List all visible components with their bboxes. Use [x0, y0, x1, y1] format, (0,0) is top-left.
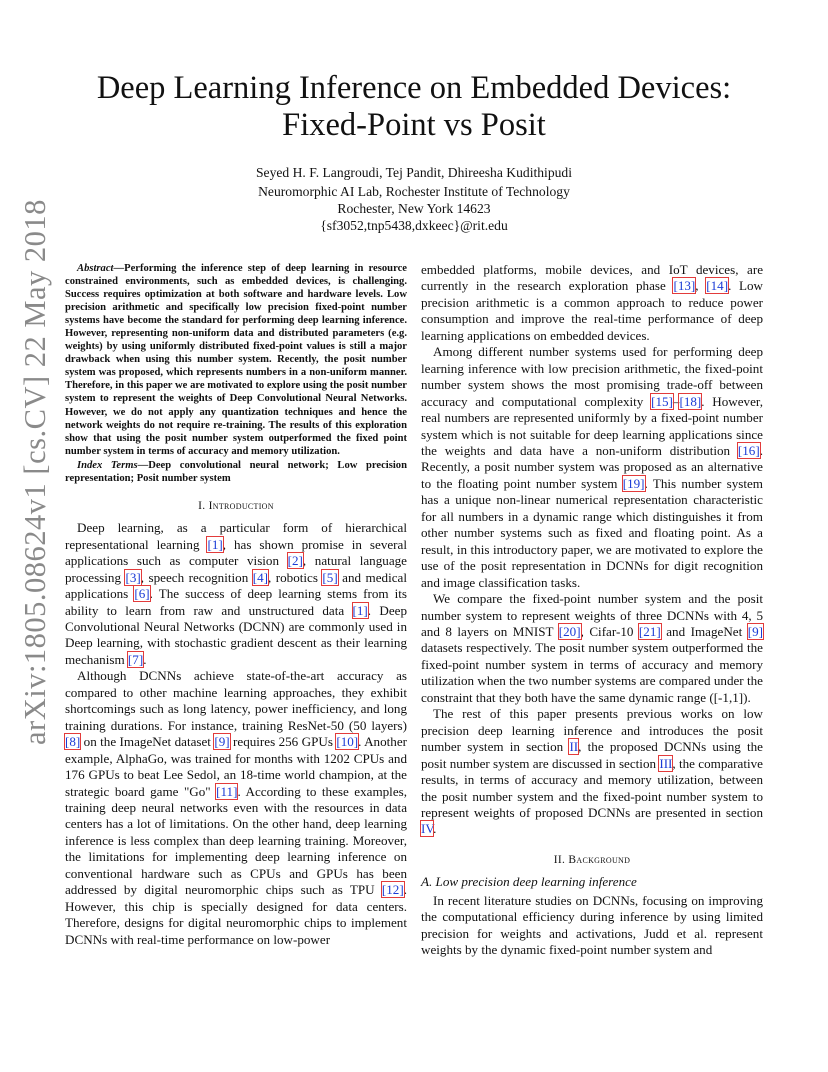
text: Among different number systems used for performing deep learning inference with low precision arithmetic, the fixed-point number system shows the most promising trade-off between accuracy and computational complexity: [421, 344, 763, 409]
intro-paragraph-5: [421, 591, 763, 706]
citation-link[interactable]: [10]: [336, 734, 359, 750]
citation-link[interactable]: [6]: [134, 586, 150, 602]
subsection-heading: A. Low precision deep learning inference: [421, 874, 637, 890]
citation-link[interactable]: [3]: [125, 569, 141, 585]
citation-link[interactable]: [2]: [287, 553, 303, 569]
citation-link[interactable]: [13]: [673, 278, 696, 294]
left-column: [65, 262, 407, 948]
citation-link[interactable]: [12]: [381, 882, 404, 898]
text: .: [433, 821, 437, 837]
text: .: [143, 651, 147, 667]
text: embedded platforms, mobile devices, and IoT devices, are currently in the research exploration phase: [421, 262, 763, 294]
citation-link[interactable]: [14]: [706, 278, 729, 294]
text: on the ImageNet dataset: [80, 734, 215, 750]
citation-link[interactable]: [19]: [622, 475, 645, 491]
text: . Recently, a posit number system was proposed as an alternative to the floating point number system: [421, 442, 763, 491]
citation-link[interactable]: [21]: [638, 623, 661, 639]
arxiv-identifier: arXiv:1805.08624v1 [cs.CV] 22 May 2018: [18, 199, 52, 745]
text: , the comparative results, in terms of accuracy and memory utilization, between the posit number system and the fixed-point number system to represent weights of proposed DCNNs are presented in section: [421, 755, 763, 820]
intro-paragraph-4: [421, 344, 763, 591]
citation-link[interactable]: [9]: [214, 734, 230, 750]
text: –: [672, 393, 680, 409]
citation-link[interactable]: [7]: [127, 651, 144, 667]
text: , Cifar-10: [580, 623, 639, 639]
right-column: [421, 262, 763, 959]
intro-paragraph-3: [421, 262, 763, 344]
author-address: Rochester, New York 14623: [337, 201, 491, 216]
text: , speech recognition: [140, 569, 253, 585]
citation-link[interactable]: [15]: [651, 393, 673, 409]
text: Deep learning, as a particular form of hierarchical representational learning: [65, 520, 407, 552]
text: We compare the fixed-point number system and the posit number system to represent weights of three DCNNs with 4, 5 and 8 layers on MNIST: [421, 591, 763, 639]
intro-paragraph-6: [421, 706, 763, 838]
index-terms: [65, 459, 407, 485]
author-emails: {sf3052,tnp5438,dxkeec}@rit.edu: [320, 218, 508, 233]
section-heading-background: II. Background: [553, 853, 631, 866]
citation-link[interactable]: [4]: [252, 569, 268, 585]
text: Although DCNNs achieve state-of-the-art accuracy as compared to other machine learning approaches, they exhibit shortcomings such as long latency, power inefficiency, and long training durations. For instance, training ResNet-50 (50 layers): [65, 668, 407, 733]
text: , has shown promise in several applications such as computer vision: [65, 536, 407, 569]
title-line-2: Fixed-Point vs Posit: [282, 107, 546, 143]
text: , natural language processing: [65, 553, 407, 585]
text: The rest of this paper presents previous works on low precision deep learning inference and introduces the posit number system in section: [421, 706, 763, 755]
section-link[interactable]: III: [659, 755, 673, 771]
intro-paragraph-2: [65, 668, 407, 948]
text: , robotics: [268, 569, 323, 585]
abstract: [65, 262, 407, 458]
text: and medical applications: [65, 569, 407, 602]
citation-link[interactable]: [11]: [216, 783, 238, 799]
paper-title: [0, 70, 828, 144]
background-paragraph-1: In recent literature studies on DCNNs, focusing on improving the computational efficiency during inference by using limited precision for weights and activations, Judd et al. represent weights by the dynamic fixed-point number system and: [421, 892, 763, 958]
text: . Another example, AlphaGo, was trained for months with 1202 CPUs and 176 GPUs to beat Lee Sedol, an 18-time world champion, at the strategic board game "Go": [65, 734, 408, 799]
text: . This number system has a unique non-linear numerical representation characteristic for all numbers in a dynamic range which distinguishes it from other number systems such as fixed and floating point. As a result, in this introductory paper, we are motivated to explore the use of the posit representation in DCNNs for digit recognition and image classification tasks.: [421, 475, 763, 590]
text: datasets respectively. The posit number system outperformed the fixed-point number system in terms of accuracy and memory utilization when the two number systems are compared under the constraint that they both have the same dynamic range ([-1,1]).: [421, 640, 763, 705]
text: . Low precision arithmetic is a common approach to reduce power consumption and improve the real-time performance of deep learning applications on embedded devices.: [421, 278, 763, 343]
index-terms-text: —Deep convolutional neural network; Low precision representation; Posit number system: [65, 459, 407, 484]
text: . However, real numbers are represented uniformly by a fixed-point number system which is not suitable for deep learning applications since the weights and data have a non-uniform distribution: [421, 393, 764, 458]
citation-link[interactable]: [20]: [558, 623, 581, 639]
text: . According to these examples, training deep neural networks even with the resources in data centers has a lot of limitations. On the other hand, deep learning inference is less complex than deep learning training. Moreover, the limitations for implementing deep learning inference on conventional hardware such as CPUs and GPUs has been addressed by digital neuromorphic chips such as TPU: [65, 783, 407, 898]
citation-link[interactable]: [1]: [207, 536, 223, 552]
citation-link[interactable]: [18]: [679, 393, 702, 409]
citation-link[interactable]: [1]: [352, 602, 368, 618]
citation-link[interactable]: [5]: [322, 569, 338, 585]
citation-link[interactable]: [9]: [747, 623, 763, 639]
author-names: Seyed H. F. Langroudi, Tej Pandit, Dhireesha Kudithipudi: [256, 165, 572, 180]
text: ,: [695, 278, 707, 294]
citation-link[interactable]: [16]: [737, 442, 760, 458]
author-block: [0, 164, 828, 234]
section-heading-introduction: I. Introduction: [198, 499, 274, 512]
text: . Deep Convolutional Neural Networks (DCNN) are commonly used in Deep learning, with stochastic gradient descent as their learning mechanism: [65, 602, 407, 667]
abstract-text: —Performing the inference step of deep learning in resource constrained environments, such as embedded devices, is challenging. Success requires optimization at both software and hardware levels. Low precision arithmetic and specifically low precision fixed-point number systems have become the standard for performing deep learning inference. However, representing non-uniform data and distributed parameters (e.g. weights) by using uniformly distributed fixed-point values is still a major drawback when using this number system. Recently, the posit number system was proposed, which represents numbers in a non-uniform manner. Therefore, in this paper we are motivated to explore using the posit number system to represent the weights of Deep Convolutional Neural Networks. However, we do not apply any quantization techniques and hence the network weights do not require re-training. The results of this exploration show that using the posit number system outperformed the fixed point number system in terms of accuracy and memory utilization.: [65, 263, 407, 457]
text: . The success of deep learning stems from its ability to learn from raw and unstructured data: [65, 586, 407, 618]
index-terms-lead: Index Terms: [77, 459, 138, 471]
text: and ImageNet: [660, 623, 748, 639]
text: , the proposed DCNNs using the posit number system are discussed in section: [421, 739, 763, 771]
title-line-1: Deep Learning Inference on Embedded Devices:: [96, 70, 732, 106]
author-affiliation: Neuromorphic AI Lab, Rochester Institute of Technology: [258, 184, 570, 199]
text: requires 256 GPUs: [229, 734, 337, 750]
abstract-lead: Abstract: [77, 263, 114, 274]
citation-link[interactable]: [8]: [65, 734, 81, 750]
section-link[interactable]: II: [569, 739, 579, 755]
text: . However, this chip is specially designed for data centers. Therefore, designs for digital neuromorphic chips to implement DCNNs with real-time performance on low-power: [65, 882, 407, 947]
section-link[interactable]: IV: [421, 821, 434, 837]
intro-paragraph-1: [65, 520, 407, 668]
